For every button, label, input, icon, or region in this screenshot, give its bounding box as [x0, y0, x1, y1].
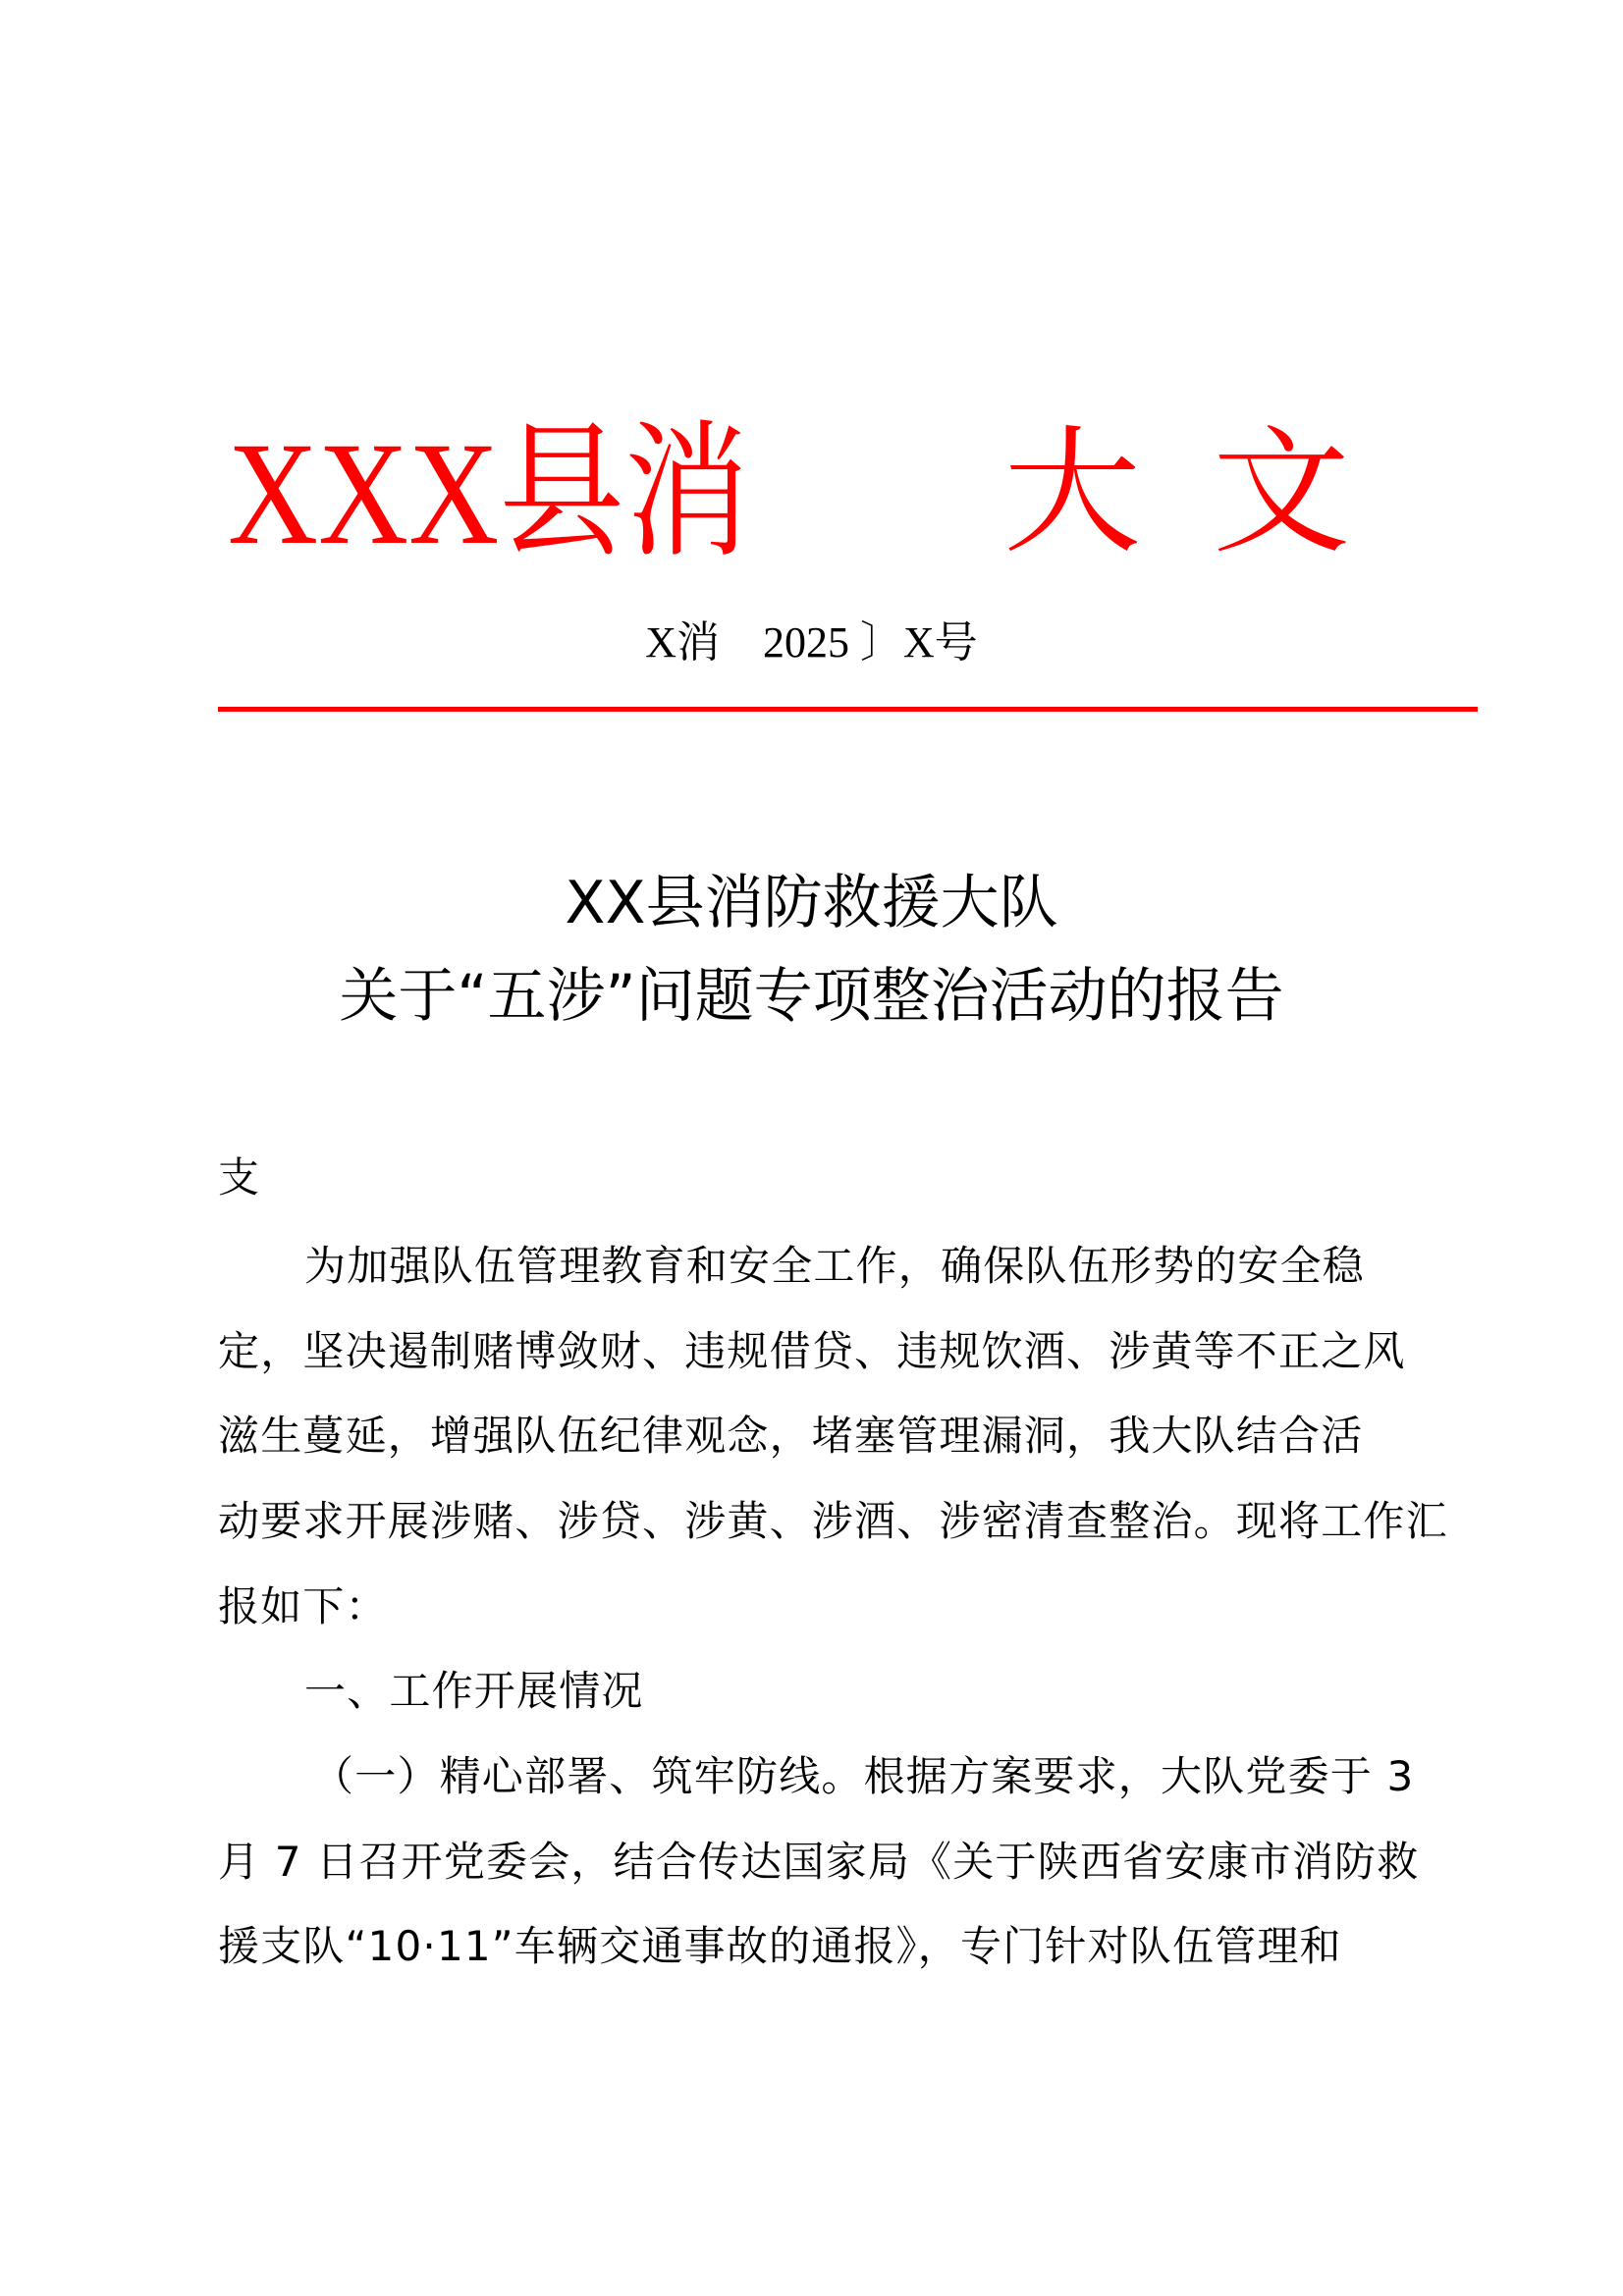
body-line: 报如下：: [218, 1582, 388, 1630]
document-title-line-1: XX县消防救援大队: [565, 869, 1058, 937]
body-line: （一）精心部署、筑牢防线。根据方案要求，大队党委于 3: [312, 1752, 1415, 1800]
header-char-wen: 文: [1213, 413, 1351, 573]
body-line: 动要求开展涉赌、涉贷、涉黄、涉酒、涉密清查整治。现将工作汇: [218, 1497, 1448, 1545]
header-org-name: XXX县消: [228, 412, 750, 575]
document-title-line-2: 关于“五涉”问题专项整治活动的报告: [339, 962, 1284, 1031]
body-line: 定，坚决遏制赌博敛财、违规借贷、违规饮酒、涉黄等不正之风: [218, 1327, 1406, 1375]
salutation: 支: [218, 1153, 261, 1201]
body-line: 月 7 日召开党委会，结合传达国家局《关于陕西省安康市消防救: [218, 1838, 1420, 1886]
header-char-da: 大: [1003, 413, 1142, 573]
section-heading: 一、工作开展情况: [304, 1667, 644, 1715]
body-line: 为加强队伍管理教育和安全工作，确保队伍形势的安全稳: [304, 1242, 1366, 1290]
document-number: X消 2025 〕X号: [645, 618, 978, 667]
body-line: 滋生蔓延，增强队伍纪律观念，堵塞管理漏洞，我大队结合活: [218, 1412, 1364, 1460]
header-red-divider: [218, 707, 1478, 712]
body-line: 援支队“10·11”车辆交通事故的通报》，专门针对队伍管理和: [218, 1922, 1342, 1970]
